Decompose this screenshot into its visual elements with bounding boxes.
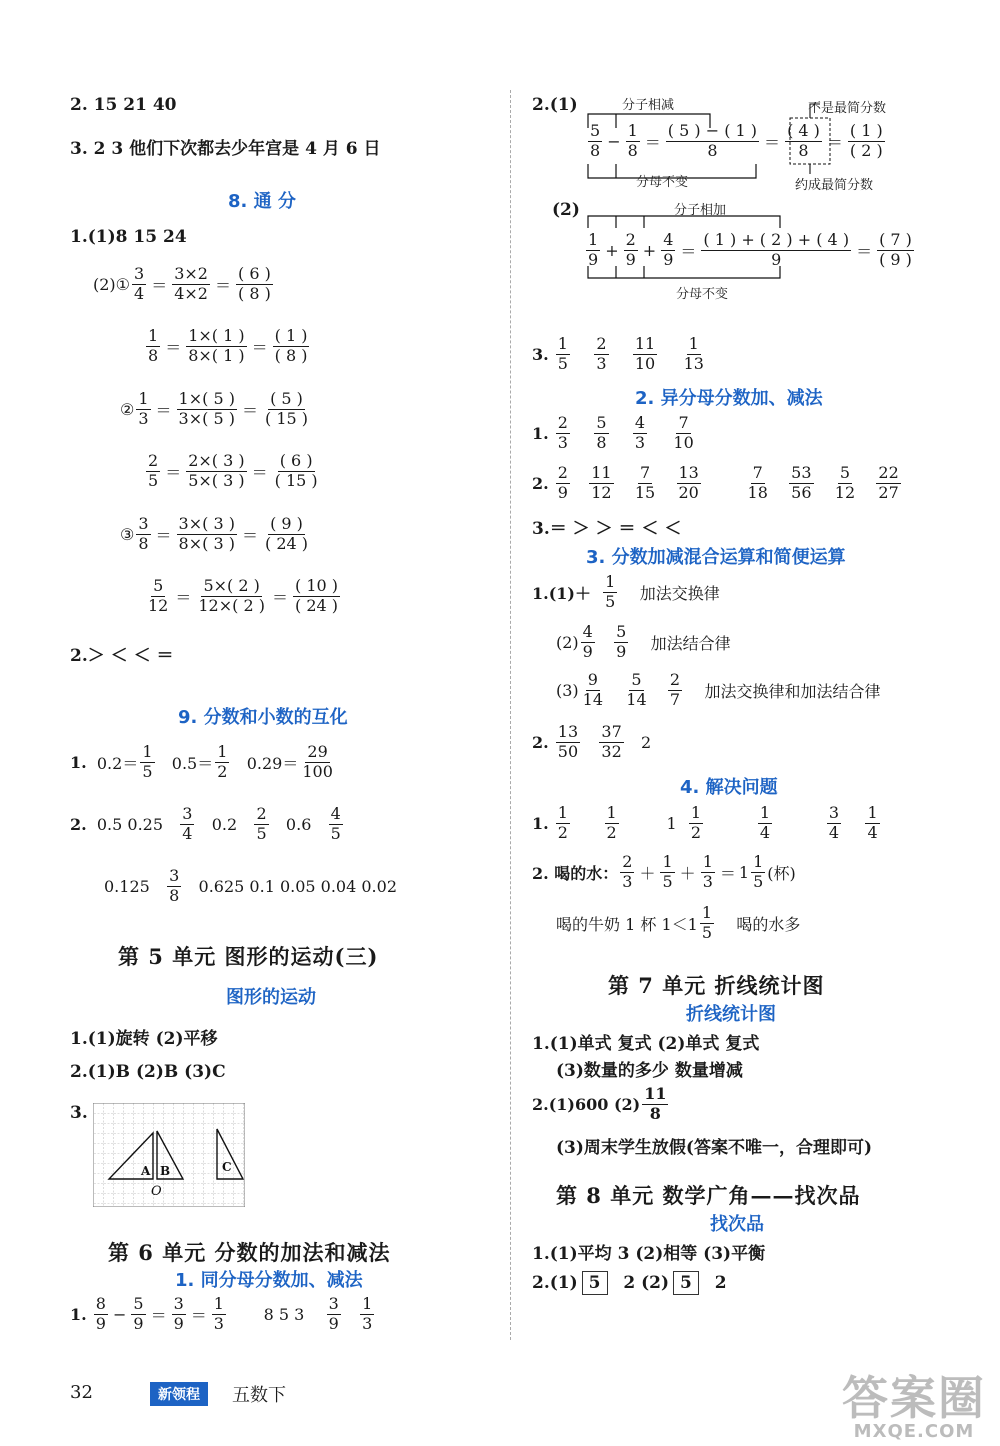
grid-svg (93, 1103, 245, 1207)
fraction: ( 1 ) ( 2 ) (849, 121, 883, 160)
u6-q1: 1. 8 9 − $\frac{5}{9}$ ＝ 3 9 ＝ 1 3 8 5 3 3 9 1 3 (70, 1294, 373, 1333)
fraction: 4 9 (582, 622, 593, 661)
diagram-2-bottom-note: 分母不变 (676, 287, 729, 302)
label-o: O (151, 1184, 162, 1199)
fraction: 37 32 (601, 722, 622, 761)
fraction: 5 14 (626, 670, 647, 709)
fraction: 2 3 (557, 413, 568, 452)
fraction: 1 5 (557, 334, 568, 373)
s3-q1-2: (2) 4 9 5 9 加法结合律 (556, 622, 731, 661)
fraction: 2 3 (622, 852, 633, 891)
u8-q1: 1.(1)平均 3 (2)相等 (3)平衡 (532, 1244, 766, 1264)
fraction: 4 3 (634, 413, 646, 452)
unit-8-subtitle: 找次品 (710, 1214, 764, 1235)
fraction: 1 5 (605, 572, 616, 611)
page-number: 32 (70, 1382, 93, 1403)
fraction: 3 9 (328, 1294, 339, 1333)
s8-q2: 2.＞ ＜ ＜ ＝ (70, 646, 174, 666)
fraction: 11 12 (591, 463, 612, 502)
fraction: 1 2 (557, 803, 568, 842)
fraction: 13 50 (557, 722, 579, 761)
fraction: $\frac{2}{9}$ (625, 230, 636, 269)
fraction: 5 12 (148, 576, 169, 615)
fraction: 1 13 (683, 334, 704, 373)
label: ③ (120, 524, 135, 544)
fraction: ( 6 ) ( 8 ) (238, 264, 271, 303)
fraction: ( 4 ) 8 (787, 121, 820, 160)
column-divider (510, 90, 511, 1340)
fraction: ( 6 ) ( 15 ) (274, 451, 318, 490)
s8-q1-1: 1.(1)8 15 24 (70, 227, 187, 247)
diagram-2-top-note: 分子相加 (674, 203, 727, 218)
s2-q3: 3.＝ ＞ ＞ ＝ ＜ ＜ (532, 519, 682, 539)
fraction: 1 5 (662, 852, 673, 891)
fraction: 3 4 (134, 264, 145, 303)
fraction: 3×( 3 ) 8×( 3 ) (178, 514, 235, 553)
fraction: 1×( 5 ) 3×( 5 ) (178, 389, 235, 428)
answer-box-1: 5 (582, 1271, 608, 1295)
s9-q2-row2: 0.125 3 8 0.625 0.1 0.05 0.04 0.02 (104, 866, 397, 905)
fraction: 9 14 (582, 670, 604, 709)
s9-q2-row1: 2. 0.5 0.25 3 4 0.2 2 5 0.6 4 5 (70, 804, 341, 843)
fraction: 2 7 (669, 670, 681, 709)
brand-tag: 新领程 (150, 1382, 208, 1406)
fraction: 5 9 (616, 622, 627, 661)
fraction: 2 5 (256, 804, 267, 843)
fraction: 5 8 (596, 413, 607, 452)
section-3-title: 3. 分数加减混合运算和简便运算 (586, 547, 846, 568)
fraction: 1 4 (867, 803, 878, 842)
s4-q1: 1. 1 2 1 2 1 1 2 1 4 3 4 1 4 (532, 803, 878, 842)
fraction: 3 9 (173, 1294, 184, 1333)
u5-q1: 1.(1)旋转 (2)平移 (70, 1029, 218, 1049)
diagram-2-equation: 1 9 + $\frac{2}{9}$ + $\frac{4}{9}$ ＝ ( 1 ) + ( 2 ) + ( 4 ) 9 ＝ ( 7 ) ( 9 ) (588, 230, 912, 269)
s8-q1-2-eq3: ② 1 3 ＝ 1×( 5 ) 3×( 5 ) ＝ ( 5 ) ( 15 ) (120, 389, 308, 428)
section-2-title: 2. 异分母分数加、减法 (635, 388, 823, 409)
fraction: 1 2 (690, 803, 701, 842)
fraction: ( 5 ) ( 15 ) (264, 389, 308, 428)
answer-box-2: 5 (673, 1271, 699, 1295)
fraction: 2 3 (596, 334, 607, 373)
u7-q1a: 1.(1)单式 复式 (2)单式 复式 (532, 1034, 760, 1054)
s8-q1-2-eq1: (2)① 3 4 ＝ 3×2 4×2 ＝ ( 6 ) ( 8 ) (93, 264, 271, 303)
fraction: 1 5 (753, 852, 764, 891)
r-q2-2-label: (2) (552, 200, 580, 220)
fraction: 7 15 (634, 463, 656, 502)
fraction: ( 9 ) ( 24 ) (264, 514, 308, 553)
fraction: 3 4 (182, 804, 193, 843)
fraction: 3 4 (828, 803, 840, 842)
left-q2: 2. 15 21 40 (70, 95, 177, 115)
unit-7-subtitle: 折线统计图 (686, 1004, 776, 1025)
fraction: 1 2 (606, 803, 617, 842)
fraction: 5 8 (590, 121, 601, 160)
fraction: 1 5 (142, 742, 153, 781)
s4-q2-line2: 喝的牛奶 1 杯 1＜1 1 5 喝的水多 (556, 903, 801, 942)
label-c: C (222, 1160, 232, 1174)
section-9-title: 9. 分数和小数的互化 (178, 707, 348, 728)
fraction: 2 9 (557, 463, 568, 502)
rotation-grid-figure (93, 1103, 245, 1207)
fraction: 11 8 (644, 1084, 667, 1123)
s3-q2: 2. 13 50 37 32 2 (532, 722, 652, 761)
diagram-1-equation: 5 8 − $\frac{1}{8}$ ＝ ( 5 ) − ( 1 ) 8 ＝ ( 4 ) 8 ＝ ( 1 ) ( 2 ) (590, 121, 883, 160)
label-a: A (141, 1164, 151, 1178)
s8-q1-2-eq5: ③ 3 8 ＝ 3×( 3 ) 8×( 3 ) ＝ ( 9 ) ( 24 ) (120, 514, 308, 553)
fraction: $\frac{5}{9}$ (133, 1294, 144, 1333)
fraction: 3×2 4×2 (174, 264, 208, 303)
u7-q2b: (3)周末学生放假(答案不唯一，合理即可) (556, 1138, 873, 1158)
s4-q2-line1: 2. 喝的水： 2 3 ＋ 1 5 ＋ 1 3 ＝ 1 1 5 (杯) (532, 852, 796, 891)
unit-5-title: 第 5 单元 图形的运动(三) (118, 944, 379, 969)
s8-q1-2-eq2: 1 8 ＝ 1×( 1 ) 8×( 1 ) ＝ ( 1 ) ( 8 ) (148, 326, 308, 365)
unit-6-subtitle: 1. 同分母分数加、减法 (175, 1270, 363, 1291)
unit-7-title: 第 7 单元 折线统计图 (608, 973, 825, 998)
fraction: 1 5 (701, 903, 712, 942)
fraction: 1 8 (148, 326, 159, 365)
s8-q1-2-eq6: 5 12 ＝ 5×( 2 ) 12×( 2 ) ＝ ( 10 ) ( 24 ) (148, 576, 339, 615)
fraction: ( 5 ) − ( 1 ) 8 (667, 121, 758, 160)
fraction: 11 10 (634, 334, 656, 373)
label: ② (120, 399, 135, 419)
watermark-logo: 答案圈 MXQE.COM (842, 1371, 986, 1442)
fraction: ( 10 ) ( 24 ) (295, 576, 339, 615)
u5-q2: 2.(1)B (2)B (3)C (70, 1062, 226, 1082)
fraction: ( 1 ) + ( 2 ) + ( 4 ) 9 (703, 230, 850, 269)
left-q3: 3. 2 3 他们下次都去少年宫是 4 月 6 日 (70, 139, 381, 159)
book-name: 五数下 (232, 1385, 286, 1406)
fraction: 1 3 (138, 389, 149, 428)
s3-q1-3: (3) 9 14 5 14 2 7 加法交换律和加法结合律 (556, 670, 881, 709)
u7-q2a: 2.(1)600 (2) 11 8 (532, 1084, 667, 1123)
u7-q1b: (3)数量的多少 数量增减 (556, 1061, 743, 1081)
diagram-1-top-note: 分子相减 (622, 98, 675, 113)
fraction: $\frac{4}{9}$ (663, 230, 674, 269)
fraction: 1 9 (588, 230, 599, 269)
fraction: 2 5 (148, 451, 159, 490)
fraction: 4 5 (330, 804, 341, 843)
r-q2-1-label: 2.(1) (532, 95, 578, 115)
fraction: $\frac{1}{8}$ (627, 121, 638, 160)
fraction: 1 2 (217, 742, 228, 781)
s2-q1: 1. 2 3 5 8 4 3 7 10 (532, 413, 694, 452)
s8-q1-2-eq4: 2 5 ＝ 2×( 3 ) 5×( 3 ) ＝ ( 6 ) ( 15 ) (148, 451, 318, 490)
fraction: 22 27 (878, 463, 899, 502)
fraction: 1 3 (362, 1294, 373, 1333)
fraction: ( 1 ) ( 8 ) (274, 326, 308, 365)
unit-6-title: 第 6 单元 分数的加法和减法 (108, 1240, 391, 1265)
fraction: 1 3 (213, 1294, 224, 1333)
fraction: 1×( 1 ) 8×( 1 ) (188, 326, 245, 365)
s3-q1-1: 1.(1)＋ 1 5 加法交换律 (532, 572, 720, 611)
fraction: 3 8 (169, 866, 180, 905)
diagram-1-right-bottom-note: 约成最简分数 (795, 178, 874, 193)
unit-5-subtitle: 图形的运动 (226, 987, 316, 1008)
fraction: 2×( 3 ) 5×( 3 ) (188, 451, 245, 490)
section-8-title: 8. 通 分 (228, 191, 296, 212)
s2-q2: 2. 2 9 11 12 7 15 13 20 7 18 53 56 5 12 22 27 (532, 463, 899, 502)
fraction: 29 100 (302, 742, 333, 781)
u8-q2: 2.(1) 5 2 (2) 5 2 (532, 1273, 727, 1293)
fraction: 7 10 (673, 413, 694, 452)
fraction: 53 56 (791, 463, 812, 502)
fraction: 5 12 (834, 463, 856, 502)
section-4-title: 4. 解决问题 (680, 777, 778, 798)
fraction: 7 18 (747, 463, 768, 502)
fraction: 8 9 (95, 1294, 106, 1333)
fraction: 13 20 (678, 463, 699, 502)
fraction: 5×( 2 ) 12×( 2 ) (198, 576, 265, 615)
label-b: B (160, 1164, 171, 1178)
u5-q3: 3. (70, 1103, 88, 1123)
label: (2)① (93, 274, 131, 294)
r-q3: 3. 1 5 2 3 11 10 1 13 (532, 334, 704, 373)
diagram-1-bottom-note: 分母不变 (636, 175, 689, 190)
fraction: 1 3 (702, 852, 713, 891)
unit-8-title: 第 8 单元 数学广角——找次品 (556, 1183, 861, 1208)
diagram-1-right-top-note: 不是最简分数 (808, 101, 887, 116)
fraction: ( 7 ) ( 9 ) (879, 230, 912, 269)
fraction: 3 8 (138, 514, 149, 553)
s9-q1: 1. 0.2＝ 1 5 0.5＝ 1 2 0.29＝ 29 100 (70, 742, 333, 781)
fraction: 1 4 (759, 803, 771, 842)
